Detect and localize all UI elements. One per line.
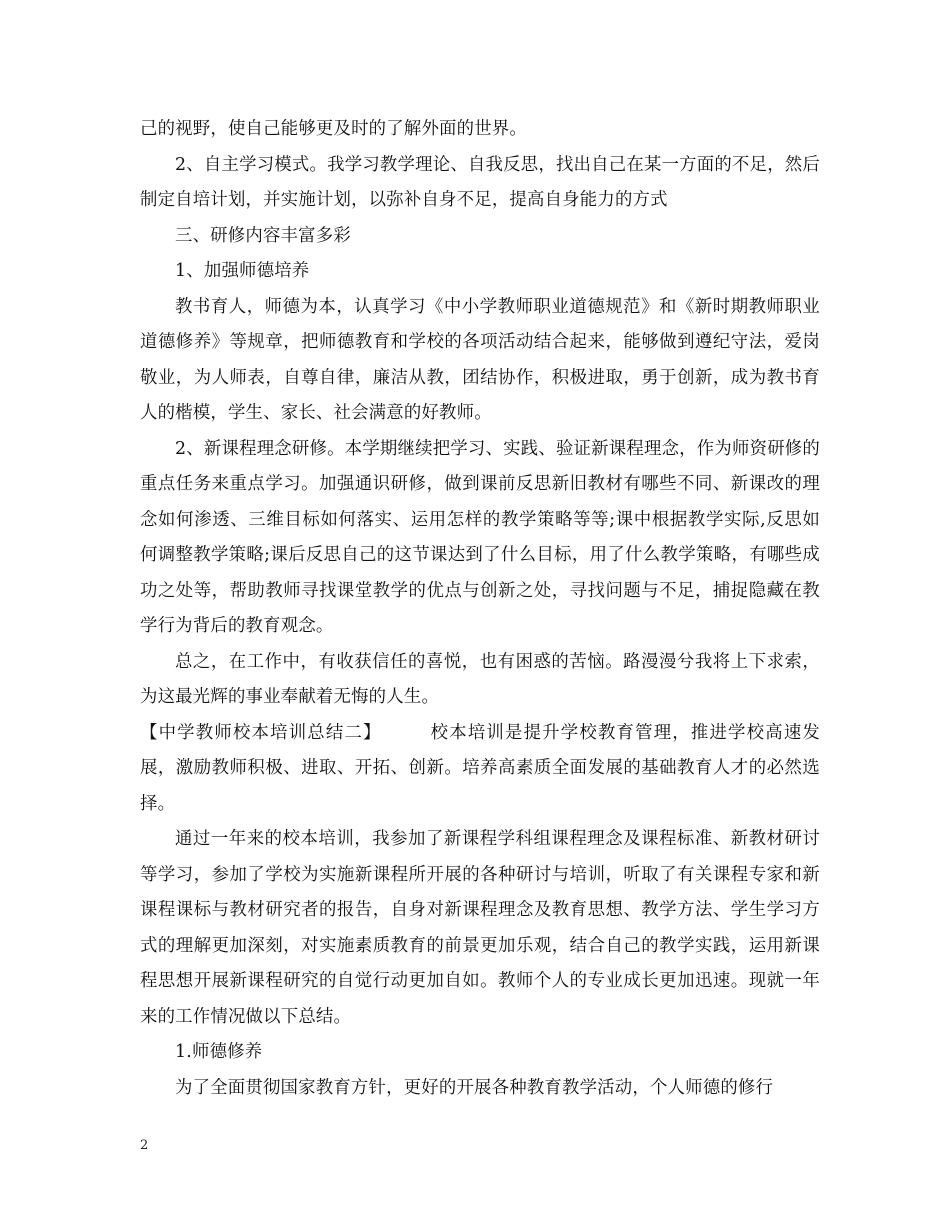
section-two-title: 【中学教师校本培训总结二】 (140, 722, 382, 743)
paragraph-new-curriculum: 2、新课程理念研修。本学期继续把学习、实践、验证新课程理念，作为师资研修的重点任务来重点学习。加强通识研修，做到课前反思新旧教材有哪些不同、新课改的理念如何渗透、三维目标如何落实、运用怎样的教学策略等等;课中根据教学实际,反思如何调整教学策略;课后反思自己的这节课达到了什么目标，用了什么教学策略，有哪些成功之处等，帮助教师寻找课堂教学的优点与创新之处，寻找问题与不足，捕捉隐藏在教学行为背后的教育观念。 (140, 438, 820, 636)
page-number: 2 (140, 1138, 149, 1153)
paragraph-conclusion: 总之，在工作中，有收获信任的喜悦，也有困惑的苦恼。路漫漫兮我将上下求索，为这最光辉的事业奉献着无悔的人生。 (140, 651, 820, 707)
paragraph-self-study-mode: 2、自主学习模式。我学习教学理论、自我反思，找出自己在某一方面的不足，然后制定自培计划，并实施计划，以弥补自身不足，提高自身能力的方式 (140, 154, 820, 210)
section-heading-research-content: 三、研修内容丰富多彩 (175, 225, 351, 246)
paragraph-ethics: 教书育人，师德为本，认真学习《中小学教师职业道德规范》和《新时期教师职业道德修养》等规章，把师德教育和学校的各项活动结合起来，能够做到遵纪守法，爱岗敬业，为人师表，自尊自律，廉洁从教，团结协作，积极进取，勇于创新，成为教书育人的楷模，学生、家长、社会满意的好教师。 (140, 296, 820, 423)
paragraph-continuation: 己的视野，使自己能够更及时的了解外面的世界。 (140, 119, 527, 139)
document-body (140, 112, 820, 1106)
section-two-paragraph (140, 716, 820, 823)
subheading-ethics-cultivation: 1.师德修养 (175, 1042, 263, 1062)
paragraph-year-training: 通过一年来的校本培训，我参加了新课程学科组课程理念及课程标准、新教材研讨等学习，参加了学校为实施新课程所开展的各种研讨与培训，听取了有关课程专家和新课程课标与教材研究者的报告，自身对新课程理念及教育思想、教学方法、学生学习方式的理解更加深刻，对实施素质教育的前景更加乐观，结合自己的教学实践，运用新课程思想开展新课程研究的自觉行动更加自如。教师个人的专业成长更加迅速。现就一年来的工作情况做以下总结。 (140, 829, 820, 1027)
paragraph-ethics-cultivation: 为了全面贯彻国家教育方针，更好的开展各种教育教学活动，个人师德的修行 (175, 1077, 774, 1098)
subheading-ethics-training: 1、加强师德培养 (175, 261, 310, 281)
section-two-intro: 校本培训是提升学校教育管理，推进学校高速发展，激励教师积极、进取、开拓、创新。培养高素质全面发展的基础教育人才的必然选择。 (140, 722, 821, 814)
